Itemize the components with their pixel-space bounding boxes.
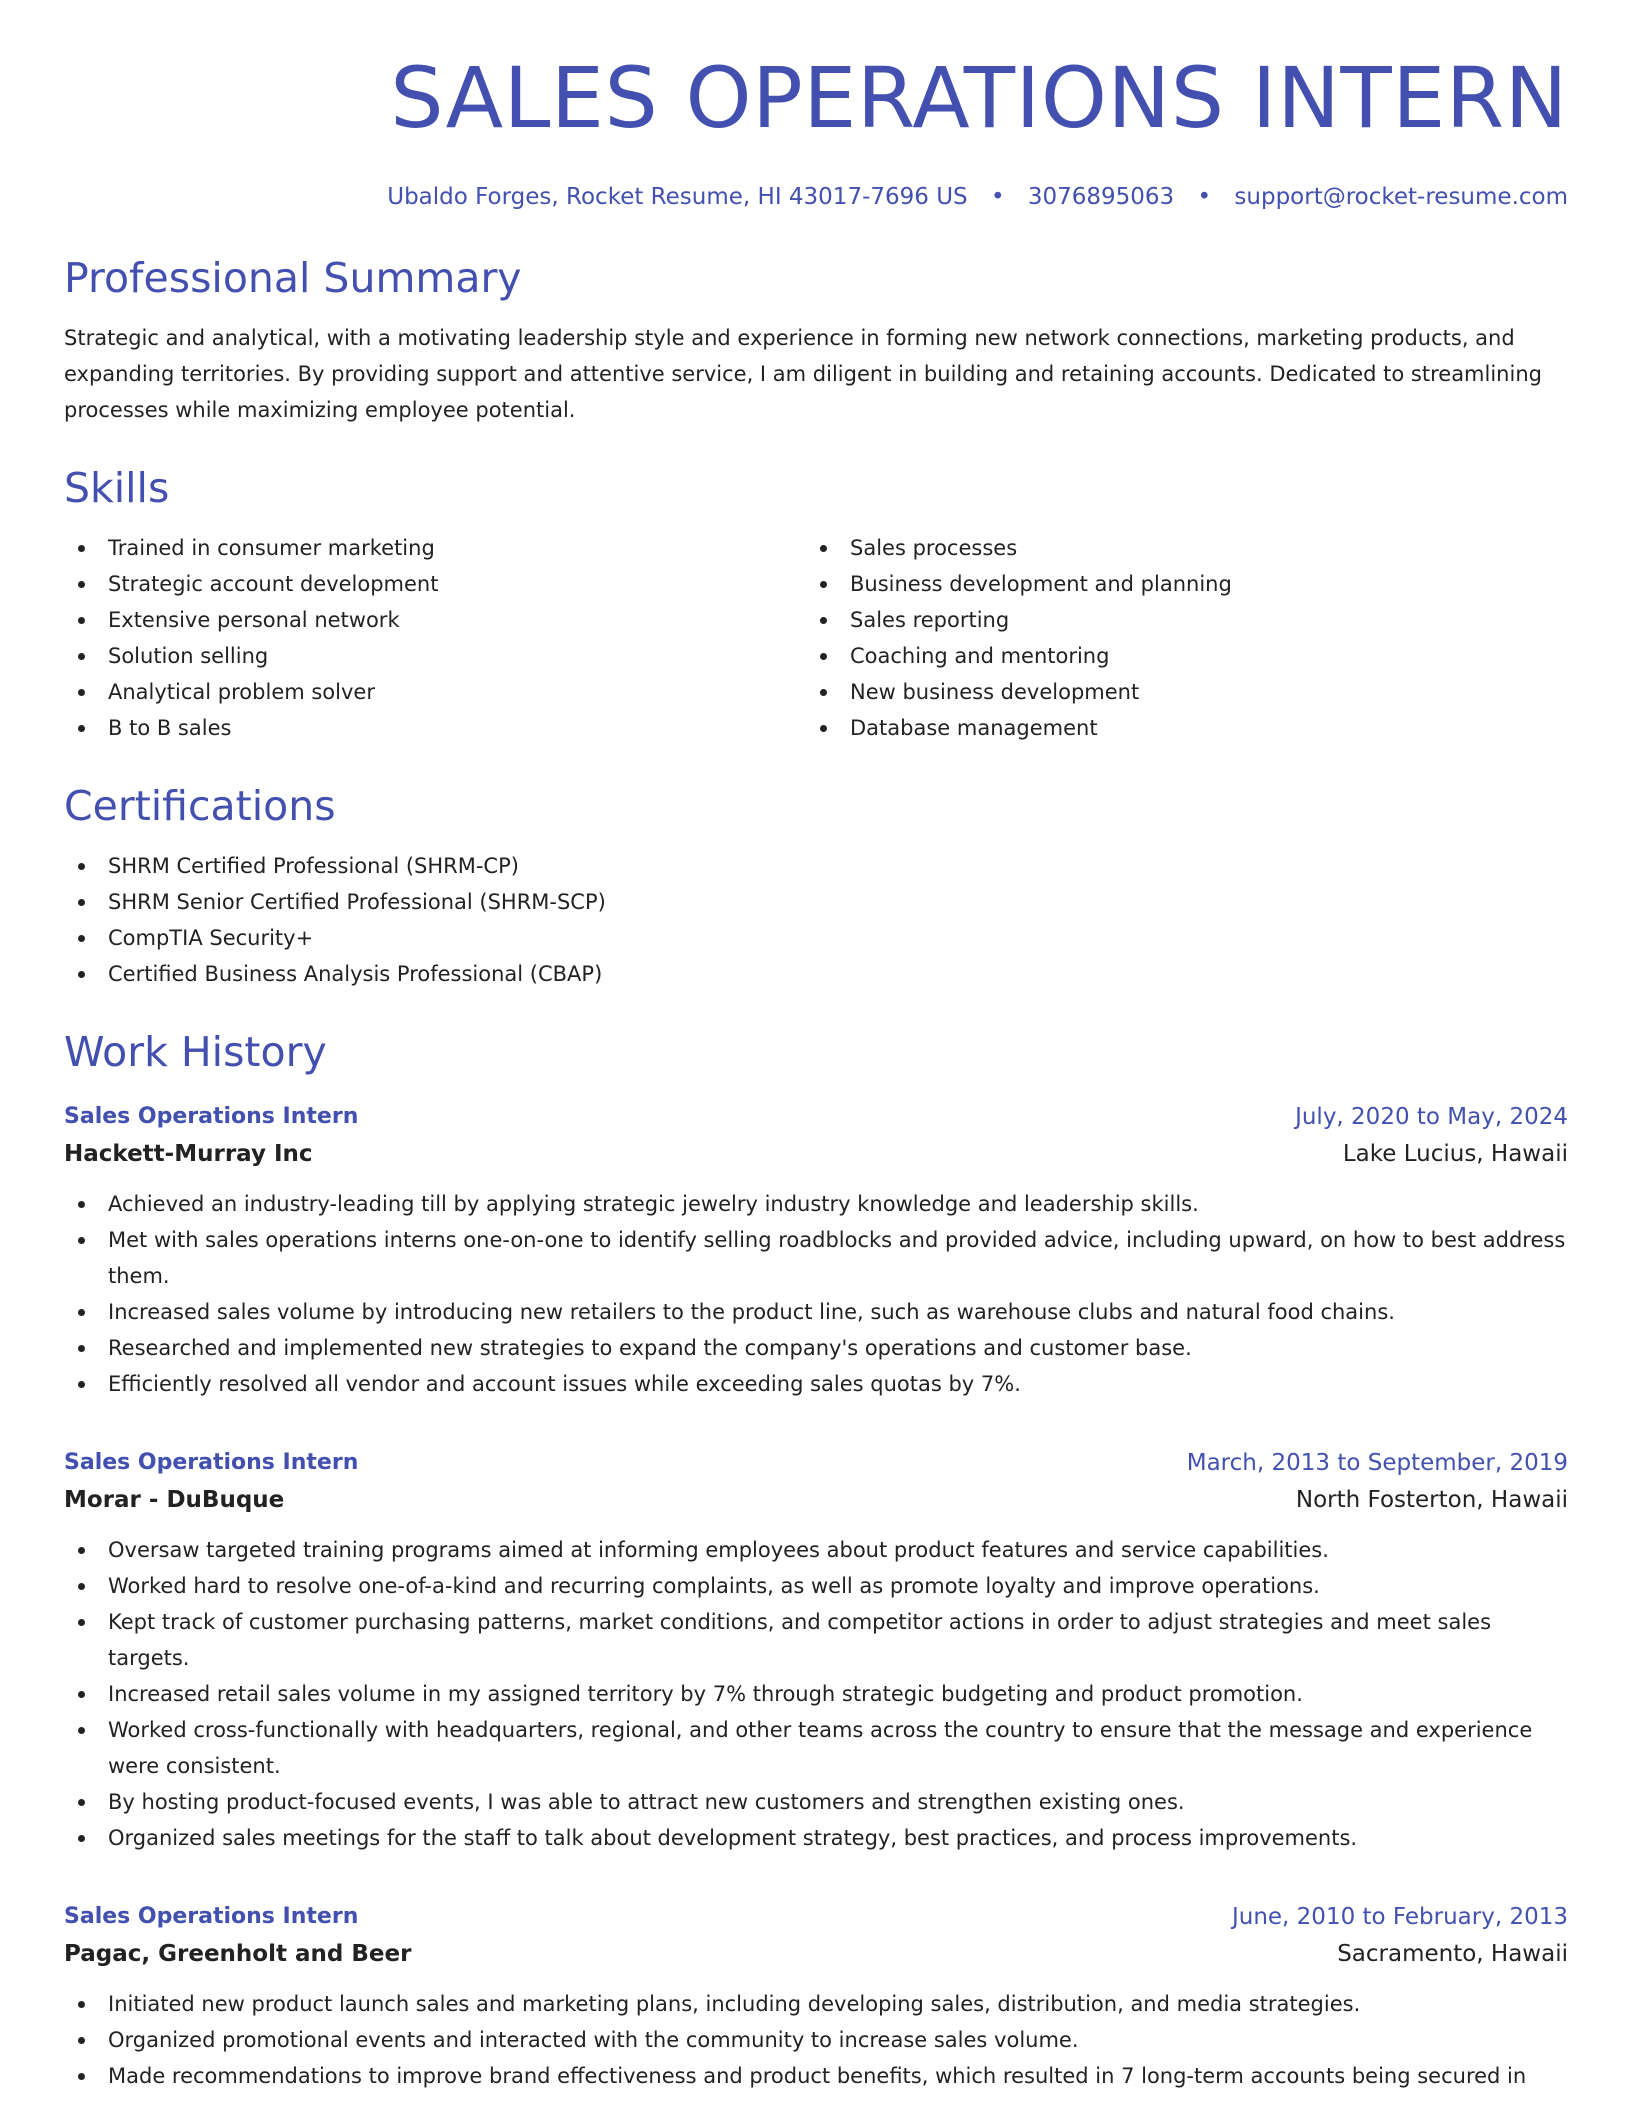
summary-heading: Professional Summary — [64, 254, 522, 302]
job-bullet — [64, 1366, 1568, 1402]
job-company: Morar - DuBuque — [64, 1487, 285, 1513]
skill-item — [64, 710, 806, 746]
job-title-row — [64, 1900, 1568, 1934]
skill-item — [64, 602, 806, 638]
contact-phone: 3076895063 — [1027, 184, 1175, 210]
bullet-dot — [78, 1583, 85, 1590]
bullet-dot — [78, 935, 85, 942]
skill-item — [64, 674, 806, 710]
bullet-dot — [820, 581, 827, 588]
skill-item-text: Strategic account development — [108, 572, 439, 596]
skill-item-text: Extensive personal network — [108, 608, 400, 632]
skill-item-text: Business development and planning — [850, 572, 1232, 596]
job-location: North Fosterton, Hawaii — [1295, 1487, 1568, 1513]
skill-item — [806, 674, 1548, 710]
bullet-dot — [78, 653, 85, 660]
job-bullet-text: Made recommendations to improve brand effectiveness and product benefits, which resulted in 7 long-term accounts being secured in — [108, 2064, 1527, 2088]
job-company: Pagac, Greenholt and Beer — [64, 1941, 412, 1967]
contact-email[interactable]: support@rocket-resume.com — [1234, 184, 1568, 210]
contact-separator: • — [990, 184, 1005, 210]
job-bullet — [64, 1820, 1568, 1856]
skills-list-right — [806, 530, 1548, 746]
job-bullet — [64, 1712, 1568, 1784]
bullet-dot — [78, 1619, 85, 1626]
job-bullet — [64, 1986, 1568, 2022]
job-entry — [64, 1446, 1568, 1856]
work-history-list — [64, 1100, 1568, 2094]
bullet-dot — [78, 1691, 85, 1698]
skill-item-text: New business development — [850, 680, 1140, 704]
skill-item — [64, 530, 806, 566]
bullet-dot — [78, 1309, 85, 1316]
job-bullet — [64, 1330, 1568, 1366]
bullet-dot — [820, 617, 827, 624]
job-bullet-text: Worked cross-functionally with headquarters, regional, and other teams across the country to ensure that the message and experience were consistent. — [108, 1718, 1533, 1778]
bullet-dot — [78, 1727, 85, 1734]
job-title: Sales Operations Intern — [64, 1450, 359, 1475]
job-location: Sacramento, Hawaii — [1337, 1941, 1568, 1967]
certification-item-text: Certified Business Analysis Professional (CBAP) — [108, 962, 603, 986]
skill-item — [806, 530, 1548, 566]
skill-item-text: Solution selling — [108, 644, 269, 668]
job-bullet-text: Researched and implemented new strategies to expand the company's operations and customer base. — [108, 1336, 1192, 1360]
skill-item-text: Sales reporting — [850, 608, 1010, 632]
certification-item — [64, 920, 1568, 956]
job-company-row — [64, 1134, 1568, 1174]
bullet-dot — [78, 581, 85, 588]
bullet-dot — [78, 1547, 85, 1554]
skills-heading: Skills — [64, 464, 170, 512]
bullet-dot — [78, 1237, 85, 1244]
skill-item — [806, 602, 1548, 638]
certification-item-text: SHRM Certified Professional (SHRM-CP) — [108, 854, 519, 878]
bullet-dot — [78, 545, 85, 552]
job-bullet-text: Organized sales meetings for the staff to talk about development strategy, best practices, and process improvements. — [108, 1826, 1358, 1850]
bullet-dot — [820, 689, 827, 696]
skill-item-text: Trained in consumer marketing — [108, 536, 435, 560]
job-bullet — [64, 1294, 1568, 1330]
contact-line — [64, 182, 1568, 212]
job-bullet-text: Efficiently resolved all vendor and account issues while exceeding sales quotas by 7%. — [108, 1372, 1021, 1396]
certification-item — [64, 956, 1568, 992]
bullet-dot — [78, 1381, 85, 1388]
skill-item — [64, 638, 806, 674]
job-bullet — [64, 1186, 1568, 1222]
resume-title: SALES OPERATIONS INTERN — [390, 49, 1568, 147]
skill-item-text: Sales processes — [850, 536, 1018, 560]
bullet-dot — [78, 2001, 85, 2008]
job-title-row — [64, 1446, 1568, 1480]
bullet-dot — [78, 863, 85, 870]
job-title: Sales Operations Intern — [64, 1104, 359, 1129]
skill-item — [64, 566, 806, 602]
contact-separator: • — [1197, 184, 1212, 210]
job-bullet-text: Oversaw targeted training programs aimed at informing employees about product features and service capabilities. — [108, 1538, 1329, 1562]
job-bullet-text: Increased retail sales volume in my assigned territory by 7% through strategic budgeting and product promotion. — [108, 1682, 1303, 1706]
bullet-dot — [78, 1799, 85, 1806]
job-entry — [64, 1900, 1568, 2094]
skills-list-left — [64, 530, 806, 746]
job-location: Lake Lucius, Hawaii — [1342, 1141, 1568, 1167]
bullet-dot — [78, 899, 85, 906]
skill-item-text: B to B sales — [108, 716, 232, 740]
job-bullet-text: Initiated new product launch sales and marketing plans, including developing sales, distribution, and media strategies. — [108, 1992, 1361, 2016]
work-history-heading: Work History — [64, 1028, 327, 1076]
job-bullet-text: Organized promotional events and interacted with the community to increase sales volume. — [108, 2028, 1079, 2052]
job-title-row — [64, 1100, 1568, 1134]
skill-item-text: Database management — [850, 716, 1098, 740]
job-entry — [64, 1100, 1568, 1402]
job-bullets — [64, 1532, 1568, 1856]
job-bullet — [64, 1222, 1568, 1294]
bullet-dot — [78, 2073, 85, 2080]
bullet-dot — [78, 617, 85, 624]
skill-item — [806, 710, 1548, 746]
job-dates: July, 2020 to May, 2024 — [1295, 1104, 1568, 1130]
job-company: Hackett-Murray Inc — [64, 1141, 313, 1167]
job-bullet-text: By hosting product-focused events, I was able to attract new customers and strengthen existing ones. — [108, 1790, 1185, 1814]
job-title: Sales Operations Intern — [64, 1904, 359, 1929]
job-dates: June, 2010 to February, 2013 — [1231, 1904, 1568, 1930]
job-bullet-text: Achieved an industry-leading till by applying strategic jewelry industry knowledge and leadership skills. — [108, 1192, 1199, 1216]
skill-item-text: Coaching and mentoring — [850, 644, 1110, 668]
bullet-dot — [78, 689, 85, 696]
job-bullet — [64, 2058, 1568, 2094]
bullet-dot — [78, 2037, 85, 2044]
skill-item-text: Analytical problem solver — [108, 680, 375, 704]
resume-page — [64, 48, 1568, 2094]
job-bullet — [64, 1676, 1568, 1712]
certifications-heading: Certifications — [64, 782, 336, 830]
certification-item — [64, 884, 1568, 920]
bullet-dot — [820, 725, 827, 732]
certifications-list — [64, 848, 1568, 992]
job-bullet-text: Kept track of customer purchasing patterns, market conditions, and competitor actions in order to adjust strategies and meet sales targets. — [108, 1610, 1492, 1670]
job-company-row — [64, 1480, 1568, 1520]
job-bullet-text: Worked hard to resolve one-of-a-kind and recurring complaints, as well as promote loyalty and improve operations. — [108, 1574, 1320, 1598]
bullet-dot — [820, 545, 827, 552]
bullet-dot — [78, 725, 85, 732]
bullet-dot — [820, 653, 827, 660]
job-bullet — [64, 1604, 1568, 1676]
bullet-dot — [78, 971, 85, 978]
job-bullet — [64, 1784, 1568, 1820]
summary-text: Strategic and analytical, with a motivating leadership style and experience in forming new network connections, marketing products, and expanding territories. By providing support and attentive service, I am diligent in building and retaining accounts. Dedicated to streamlining processes while maximizing employee potential. — [64, 326, 1542, 422]
job-company-row — [64, 1934, 1568, 1974]
job-bullet — [64, 1532, 1568, 1568]
bullet-dot — [78, 1835, 85, 1842]
job-bullet-text: Met with sales operations interns one-on-one to identify selling roadblocks and provided advice, including upward, on how to best address them. — [108, 1228, 1566, 1288]
job-bullets — [64, 1986, 1568, 2094]
bullet-dot — [78, 1345, 85, 1352]
job-bullets — [64, 1186, 1568, 1402]
contact-address: Ubaldo Forges, Rocket Resume, HI 43017-7696 US — [387, 184, 968, 210]
job-bullet — [64, 1568, 1568, 1604]
skill-item — [806, 638, 1548, 674]
job-dates: March, 2013 to September, 2019 — [1186, 1450, 1568, 1476]
job-bullet — [64, 2022, 1568, 2058]
certification-item-text: SHRM Senior Certified Professional (SHRM-SCP) — [108, 890, 606, 914]
job-bullet-text: Increased sales volume by introducing new retailers to the product line, such as warehouse clubs and natural food chains. — [108, 1300, 1395, 1324]
certification-item — [64, 848, 1568, 884]
skills-columns — [64, 530, 1568, 746]
certification-item-text: CompTIA Security+ — [108, 926, 314, 950]
skill-item — [806, 566, 1548, 602]
bullet-dot — [78, 1201, 85, 1208]
